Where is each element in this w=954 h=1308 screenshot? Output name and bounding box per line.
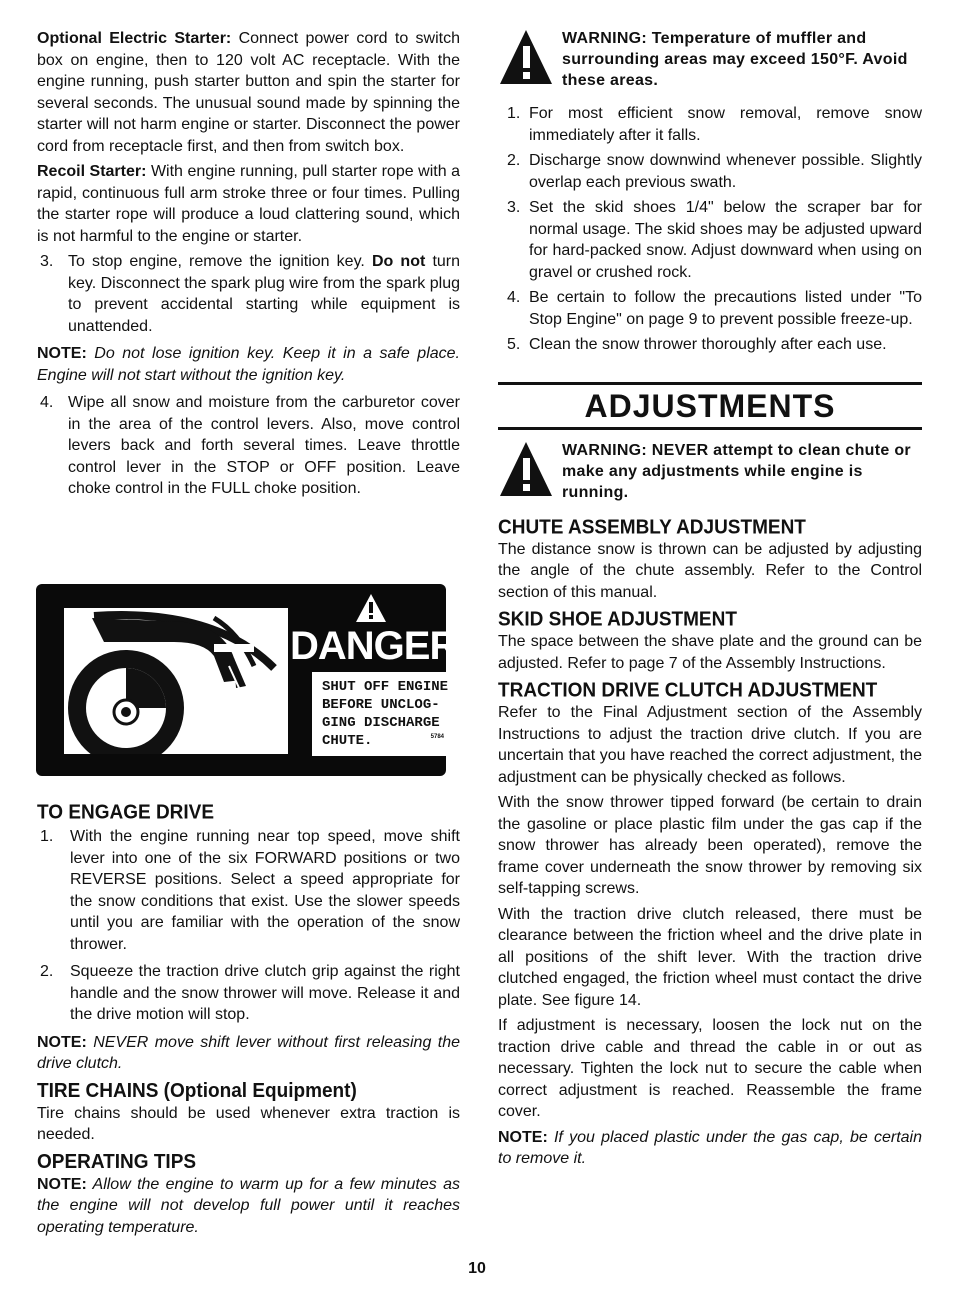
warning-triangle-icon	[498, 28, 562, 93]
right-column	[498, 28, 922, 1170]
list-number: 2.	[507, 152, 521, 169]
list-number: 1.	[507, 105, 521, 122]
warning-triangle-icon	[498, 440, 562, 505]
list-item	[498, 150, 922, 193]
note-gas-cap	[498, 1127, 922, 1170]
tire-chains-text: Tire chains should be used whenever extra traction is needed.	[37, 1104, 460, 1143]
danger-title: DANGER	[290, 624, 458, 668]
list-text: Discharge snow downwind whenever possible. Slightly overlap each previous swath.	[529, 152, 922, 191]
recoil-starter-text: With engine running, pull starter rope with a rapid, continuous full arm stroke three or four times. Pulling the starter rope will produce a loud clattering sound, which is not harmful to the engine or starter.	[37, 163, 460, 245]
danger-message-box	[312, 672, 456, 756]
note-text: If you placed plastic under the gas cap, be certain to remove it.	[498, 1128, 922, 1167]
engage-drive-list	[37, 826, 460, 1026]
list-text: Squeeze the traction drive clutch grip against the right handle and the snow thrower will move. Release it and the drive motion will stop.	[70, 963, 460, 1023]
list-number: 1.	[40, 828, 54, 845]
operating-tips-heading: OPERATING TIPS	[37, 1150, 197, 1173]
list-text: Set the skid shoes 1/4" below the scraper bar for normal usage. The skid shoes may be adjusted upward for hard-packed snow. Adjust downward when using on gravel or crushed rock.	[529, 199, 922, 281]
electric-starter-text: Connect power cord to switch box on engine, then to 120 volt AC receptacle. With the engine running, push starter button and spin the starter for several seconds. The unusual sound made by spinning the starter will not harm engine or starter. Disconnect the power cord from receptacle first, and then from switch box.	[37, 30, 460, 155]
note-label: NOTE:	[37, 1175, 87, 1193]
list-number: 4.	[40, 394, 54, 411]
list-item	[37, 826, 460, 955]
list-item	[498, 197, 922, 283]
traction-paragraph: If adjustment is necessary, loosen the lock nut on the traction drive cable and thread the cable in or out as necessary. Tighten the lock nut to secure the cable when correct adjustment is reached. Reassemble the frame cover.	[498, 1017, 922, 1120]
list-item	[498, 103, 922, 146]
list-item	[37, 961, 460, 1026]
list-text: Wipe all snow and moisture from the carburetor cover in the area of the control levers. Also, move control levers back and forth several times. Leave throttle control lever in the STOP or OFF position. Leave choke control in the FULL choke position.	[68, 394, 460, 497]
list-text: Clean the snow thrower thoroughly after each use.	[529, 336, 887, 353]
list-number: 2.	[40, 963, 54, 980]
operating-tips-list	[498, 103, 922, 356]
note-label: NOTE:	[37, 1033, 87, 1051]
list-text: With the engine running near top speed, move shift lever into one of the six FORWARD positions or two REVERSE positions. Select a speed appropriate for the snow conditions that exist. Use the slower speeds until you are familiar with the operation of the snow thrower.	[70, 828, 460, 953]
chute-hand-illustration	[64, 608, 288, 754]
warning-text: WARNING: NEVER attempt to clean chute or make any adjustments while engine is running.	[562, 441, 911, 501]
note-label: NOTE:	[37, 345, 87, 362]
traction-paragraph: Refer to the Final Adjustment section of the Assembly Instructions to adjust the traction drive clutch. If you are uncertain that you have reached the correct adjustment, the adjustment can be physically checked as follows.	[498, 704, 922, 786]
list-number: 3.	[507, 199, 521, 216]
alert-triangle-icon	[354, 592, 388, 624]
list-text: For most efficient snow removal, remove snow immediately after it falls.	[529, 105, 922, 144]
traction-paragraph: With the traction drive clutch released, there must be clearance between the friction wheel and the drive plate in all positions of the shift lever. With the traction drive clutched engaged, the friction wheel must contact the drive plate. See figure 14.	[498, 905, 922, 1009]
list-text: turn key. Disconnect the spark plug wire from the spark plug to prevent accidental starting while equipment is unattended.	[68, 253, 461, 335]
note-text: Allow the engine to warm up for a few minutes as the engine will not develop full power until it reaches operating temperature.	[37, 1175, 460, 1236]
hand-in-chute-icon	[64, 608, 288, 754]
engage-drive-heading: TO ENGAGE DRIVE	[37, 801, 215, 824]
section-rule	[498, 382, 922, 385]
left-column	[37, 28, 460, 500]
page-number: 10	[468, 1260, 486, 1277]
note-shift-lever	[37, 1032, 460, 1075]
warning-adjustments	[498, 440, 922, 505]
note-label: NOTE:	[498, 1128, 548, 1146]
note-warm-up	[37, 1174, 460, 1239]
tire-chains-heading: TIRE CHAINS (Optional Equipment)	[37, 1079, 357, 1102]
section-rule	[498, 427, 922, 430]
list-item	[498, 287, 922, 330]
traction-paragraph: With the snow thrower tipped forward (be certain to drain the gasoline or place plastic film under the gas cap if the snow thrower has already been operated), remove the frame cover underneath the snow thrower by removing six self-tapping screws.	[498, 794, 922, 897]
warning-text: WARNING: Temperature of muffler and surrounding areas may exceed 150°F. Avoid these areas.	[562, 30, 908, 89]
decal-code: 5784	[430, 734, 444, 740]
list-text-bold: Do not	[371, 253, 426, 270]
danger-decal	[36, 584, 458, 776]
left-column-lower	[37, 802, 460, 1238]
list-item	[498, 334, 922, 356]
note-text: Do not lose ignition key. Keep it in a safe place. Engine will not start without the ignition key.	[37, 345, 460, 384]
chute-adjustment-heading: CHUTE ASSEMBLY ADJUSTMENT	[498, 515, 806, 538]
traction-clutch-heading: TRACTION DRIVE CLUTCH ADJUSTMENT	[498, 679, 878, 702]
list-number: 3.	[40, 253, 54, 270]
adjustments-section	[498, 382, 922, 430]
electric-starter-paragraph	[37, 28, 460, 157]
adjustments-title: ADJUSTMENTS	[584, 387, 836, 424]
danger-message: SHUT OFF ENGINE BEFORE UNCLOG- GING DISCHARGE CHUTE.	[322, 679, 449, 749]
electric-starter-label: Optional Electric Starter:	[37, 30, 232, 47]
recoil-starter-paragraph	[37, 161, 460, 247]
warning-muffler	[498, 28, 922, 93]
chute-adjustment-text: The distance snow is thrown can be adjusted by adjusting the angle of the chute assembly. Refer to the Control section of this manual.	[498, 540, 922, 601]
list-text: To stop engine, remove the ignition key.	[68, 253, 372, 270]
note-ignition-key	[37, 343, 460, 386]
skid-shoe-text: The space between the shave plate and the ground can be adjusted. Refer to page 7 of the Assembly Instructions.	[498, 633, 922, 672]
note-text: NEVER move shift lever without first releasing the drive clutch.	[37, 1033, 460, 1072]
list-text: Be certain to follow the precautions listed under "To Stop Engine" on page 9 to prevent possible freeze-up.	[529, 289, 922, 328]
list-number: 5.	[507, 336, 521, 353]
list-item-wipe-snow	[37, 392, 460, 500]
skid-shoe-heading: SKID SHOE ADJUSTMENT	[498, 608, 737, 631]
recoil-starter-label: Recoil Starter:	[37, 163, 147, 180]
list-item-stop-engine	[37, 251, 460, 337]
list-number: 4.	[507, 289, 521, 306]
